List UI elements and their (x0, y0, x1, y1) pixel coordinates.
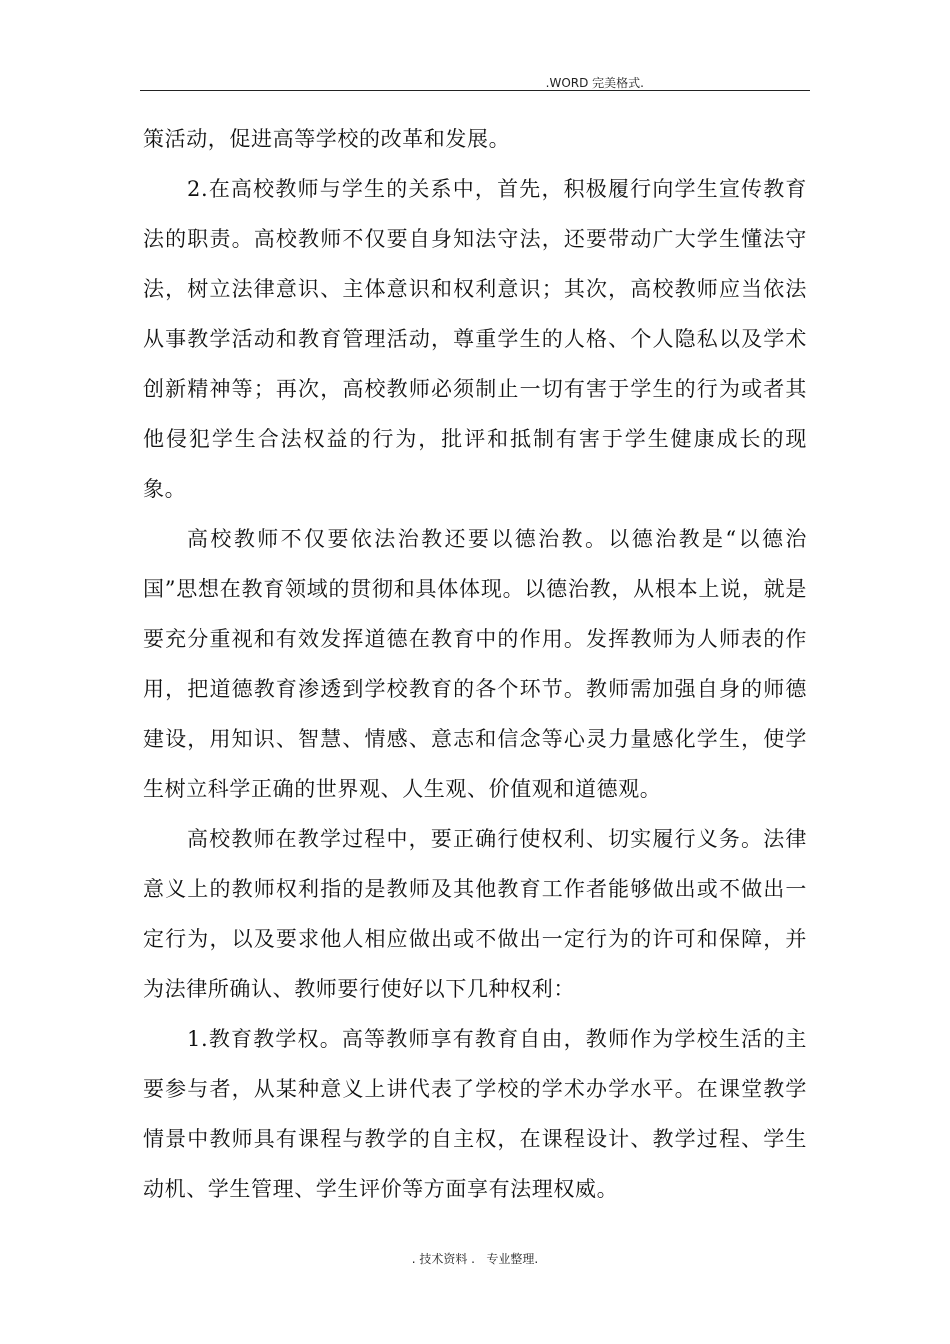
page-footer: . 技术资料 . 专业整理. (411, 1252, 539, 1266)
header-text: .WORD 完美格式. (545, 76, 644, 90)
paragraph-1: 策活动，促进高等学校的改革和发展。 (143, 127, 511, 151)
document-body (143, 114, 807, 1214)
paragraph-2: 2.在高校教师与学生的关系中，首先，积极履行向学生宣传教育法的职责。高校教师不仅要自身知法守法，还要带动广大学生懂法守法，树立法律意识、主体意识和权利意识；其次，高校教师应当依法从事教学活动和教育管理活动，尊重学生的人格、个人隐私以及学术创新精神等；再次，高校教师必须制止一切有害于学生的行为或者其他侵犯学生合法权益的行为，批评和抵制有害于学生健康成长的现象。 (143, 177, 807, 501)
paragraph-5: 1.教育教学权。高等教师享有教育自由，教师作为学校生活的主要参与者，从某种意义上讲代表了学校的学术办学水平。在课堂教学情景中教师具有课程与教学的自主权，在课程设计、教学过程、学生动机、学生管理、学生评价等方面享有法理权威。 (143, 1027, 807, 1201)
paragraph-4: 高校教师在教学过程中，要正确行使权利、切实履行义务。法律意义上的教师权利指的是教师及其他教育工作者能够做出或不做出一定行为，以及要求他人相应做出或不做出一定行为的许可和保障，并为法律所确认、教师要行使好以下几种权利： (143, 827, 807, 1001)
page-header (140, 74, 810, 91)
paragraph-3: 高校教师不仅要依法治教还要以德治教。以德治教是“以德治国”思想在教育领域的贯彻和具体体现。以德治教，从根本上说，就是要充分重视和有效发挥道德在教育中的作用。发挥教师为人师表的作用，把道德教育渗透到学校教育的各个环节。教师需加强自身的师德建设，用知识、智慧、情感、意志和信念等心灵力量感化学生，使学生树立科学正确的世界观、人生观、价值观和道德观。 (143, 527, 807, 801)
